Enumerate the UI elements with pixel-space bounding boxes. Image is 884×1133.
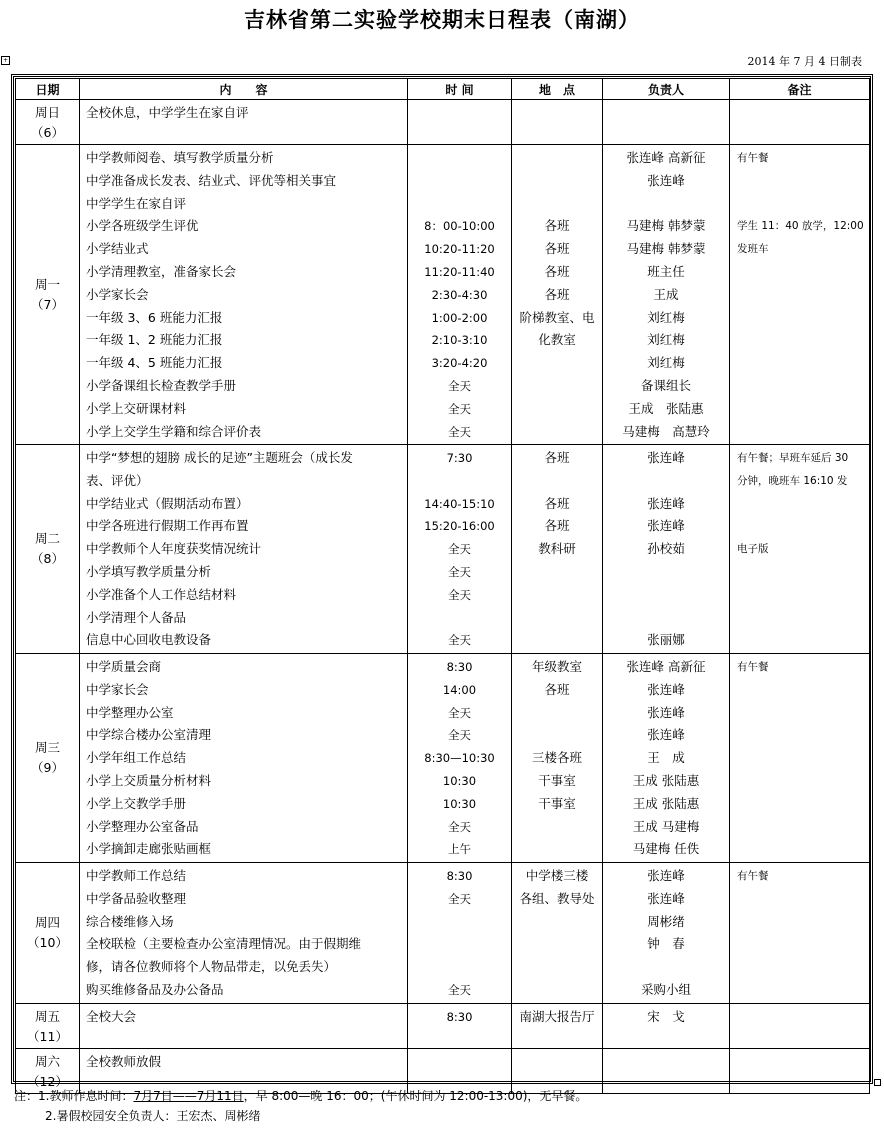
- footnote-1-suffix: ，早 8:00—晚 16：00；(午休时间为 12:00-13:00)，无早餐。: [243, 1089, 588, 1103]
- table-resize-handle[interactable]: [874, 1079, 881, 1086]
- time-cell: [408, 145, 512, 445]
- person-line: 马建梅 韩梦蒙: [626, 218, 706, 234]
- note-line: 有午餐: [737, 661, 769, 673]
- note-line: 有午餐: [737, 152, 769, 164]
- place-line: 三楼各班: [531, 750, 582, 766]
- time-line: 15:20-16:00: [424, 519, 495, 534]
- time-line: 8:30: [446, 660, 473, 674]
- note-line: 学生 11：40 放学，12:00: [737, 220, 864, 233]
- place-line: [512, 816, 602, 839]
- note-line: [730, 770, 869, 793]
- note-cell: [730, 1049, 870, 1094]
- content-line: 全校教师放假: [86, 1054, 162, 1069]
- person-cell: [603, 445, 730, 654]
- content-line: 中学教师工作总结: [86, 868, 187, 883]
- person-line: 孙校茹: [647, 541, 685, 557]
- person-line: [603, 1051, 729, 1074]
- person-line: 马建梅 高慧玲: [622, 423, 710, 439]
- note-line: [730, 911, 869, 934]
- content-line: 全校休息，中学学生在家自评: [86, 105, 249, 120]
- person-line: 王成 张陆惠: [632, 772, 700, 788]
- day-cell: [16, 863, 80, 1004]
- content-line: 小学上交质量分析材料: [86, 772, 212, 788]
- made-date: 2014 年 7 月 4 日制表: [747, 55, 862, 68]
- time-line: 全天: [448, 705, 471, 720]
- day-name: 周四: [34, 915, 60, 930]
- time-cell: [408, 445, 512, 654]
- content-line: 小学年组工作总结: [86, 750, 187, 766]
- content-line: 中学家长会: [86, 681, 149, 697]
- note-line: [730, 956, 869, 979]
- place-line: [512, 629, 602, 652]
- day-row: [16, 654, 870, 863]
- place-line: [512, 170, 602, 193]
- person-cell: [603, 145, 730, 445]
- note-cell: [730, 445, 870, 654]
- note-line: [730, 793, 869, 816]
- time-line: 8：00-10:00: [424, 219, 495, 234]
- note-cell: [730, 145, 870, 445]
- footnotes: [14, 1086, 587, 1126]
- footnote-1: [14, 1086, 587, 1106]
- table-anchor-icon[interactable]: +: [2, 57, 9, 64]
- time-line: 全天: [448, 378, 471, 393]
- day-date: （8）: [31, 551, 64, 566]
- person-line: 张连峰: [647, 727, 685, 743]
- time-line: 2:10-3:10: [431, 333, 488, 348]
- note-line: [730, 307, 869, 330]
- note-line: 电子版: [737, 543, 769, 556]
- note-line: [730, 1051, 869, 1074]
- content-line: 小学填写教学质量分析: [86, 563, 212, 579]
- note-line: [730, 398, 869, 421]
- time-line: 14:40-15:10: [424, 496, 495, 511]
- person-line: [603, 561, 729, 584]
- content-line: 中学质量会商: [86, 659, 162, 674]
- day-row: [16, 863, 870, 1004]
- schedule-table: [15, 78, 870, 1094]
- footnote-2: 2.暑假校园安全负责人：王宏杰、周彬绪: [45, 1109, 261, 1123]
- day-date: （7）: [31, 296, 64, 312]
- footnote-1-dates: 7月7日——7月11日: [133, 1089, 244, 1103]
- place-line: 干事室: [538, 795, 576, 811]
- place-line: [512, 421, 602, 444]
- note-cell: [730, 654, 870, 863]
- place-cell: [512, 145, 603, 445]
- note-line: [730, 493, 869, 516]
- note-cell: [730, 863, 870, 1004]
- person-line: 张连峰: [647, 450, 685, 465]
- note-line: [730, 607, 869, 630]
- note-line: [730, 747, 869, 770]
- content-line: 小学摘卸走廊张贴画框: [86, 841, 212, 857]
- header-row: [16, 79, 870, 100]
- person-line: 班主任: [647, 263, 685, 279]
- place-line: 各班: [544, 681, 570, 697]
- header-note: 备注: [730, 79, 870, 100]
- content-line: 中学结业式（假期活动布置）: [86, 495, 249, 511]
- content-cell: [80, 1004, 408, 1049]
- time-line: 上午: [448, 842, 471, 857]
- content-line: 综合楼维修入场: [86, 913, 174, 929]
- place-line: 各班: [544, 495, 570, 511]
- content-line: 小学备课组长检查教学手册: [86, 377, 237, 393]
- person-line: 张连峰: [647, 704, 685, 720]
- day-row: [16, 100, 870, 145]
- person-line: 王成: [653, 286, 679, 302]
- time-line: 全天: [448, 819, 471, 834]
- note-line: [730, 352, 869, 375]
- note-line: [730, 933, 869, 956]
- place-line: [512, 838, 602, 861]
- person-line: [603, 102, 729, 125]
- person-line: 王 成: [647, 750, 685, 766]
- note-line: [730, 724, 869, 747]
- content-line: 全校联检（主要检查办公室清理情况。由于假期维: [86, 936, 362, 952]
- person-line: 马建梅 任佚: [632, 841, 700, 857]
- place-line: 各班: [544, 518, 570, 534]
- note-line: 有午餐: [737, 870, 769, 882]
- place-line: 中学楼三楼: [525, 868, 589, 883]
- content-line: 信息中心回收电教设备: [86, 632, 212, 648]
- place-line: [512, 375, 602, 398]
- day-row: [16, 445, 870, 654]
- place-line: [512, 193, 602, 216]
- place-cell: [512, 1004, 603, 1049]
- day-date: （11）: [27, 1029, 68, 1044]
- day-row: [16, 1004, 870, 1049]
- content-line: 中学“梦想的翅膀 成长的足迹”主题班会（成长发: [86, 450, 353, 465]
- place-line: [512, 724, 602, 747]
- time-line: [408, 170, 511, 193]
- time-cell: [408, 863, 512, 1004]
- time-cell: [408, 1004, 512, 1049]
- time-line: 1:00-2:00: [431, 310, 488, 325]
- day-cell: [16, 654, 80, 863]
- person-line: 张连峰 高新征: [626, 659, 706, 674]
- time-line: [408, 956, 511, 979]
- place-line: [512, 102, 602, 125]
- note-line: [730, 838, 869, 861]
- place-cell: [512, 654, 603, 863]
- note-line: 发班车: [737, 243, 769, 256]
- time-line: 14:00: [442, 682, 477, 697]
- note-line: [730, 261, 869, 284]
- person-line: 马建梅 韩梦蒙: [626, 241, 706, 257]
- person-line: 张连峰 高新征: [626, 150, 706, 165]
- content-line: 修，请各位教师将个人物品带走，以免丢失）: [86, 959, 337, 975]
- content-line: 小学整理办公室备品: [86, 818, 199, 834]
- place-line: 化教室: [538, 332, 576, 348]
- person-line: 备课组长: [640, 377, 691, 393]
- person-line: 刘红梅: [647, 332, 685, 348]
- content-line: 表、评优）: [86, 472, 149, 488]
- note-line: [730, 584, 869, 607]
- note-line: [730, 979, 869, 1002]
- content-line: 小学上交教学手册: [86, 795, 187, 811]
- time-line: 10:30: [442, 796, 477, 811]
- place-line: 南湖大报告厅: [519, 1009, 595, 1024]
- person-line: 张连峰: [647, 681, 685, 697]
- day-cell: [16, 145, 80, 445]
- person-line: 张丽娜: [647, 632, 685, 648]
- content-line: 中学综合楼办公室清理: [86, 727, 212, 743]
- note-line: [730, 816, 869, 839]
- content-cell: [80, 654, 408, 863]
- note-line: [730, 679, 869, 702]
- place-cell: [512, 445, 603, 654]
- content-line: 小学清理教室，准备家长会: [86, 263, 237, 279]
- place-line: 各班: [544, 286, 570, 302]
- header-date: 日期: [16, 79, 80, 100]
- place-line: 各班: [544, 450, 570, 465]
- time-line: 7:30: [446, 451, 473, 465]
- person-line: 刘红梅: [647, 309, 685, 325]
- person-cell: [603, 863, 730, 1004]
- place-line: [512, 979, 602, 1002]
- place-cell: [512, 100, 603, 145]
- time-line: [408, 607, 511, 630]
- note-line: 分钟，晚班车 16:10 发: [737, 474, 848, 487]
- place-line: 干事室: [538, 772, 576, 788]
- note-line: [730, 284, 869, 307]
- content-line: 小学结业式: [86, 241, 149, 257]
- place-line: [512, 1051, 602, 1074]
- content-line: 购买维修备品及办公备品: [86, 981, 224, 997]
- time-line: 全天: [448, 401, 471, 416]
- content-cell: [80, 445, 408, 654]
- place-line: [512, 702, 602, 725]
- note-line: [730, 561, 869, 584]
- person-line: 张连峰: [647, 172, 685, 188]
- person-line: 张连峰: [647, 495, 685, 511]
- day-date: （6）: [31, 125, 64, 140]
- time-line: [408, 470, 511, 493]
- note-line: [730, 193, 869, 216]
- time-line: 全天: [448, 633, 471, 648]
- person-line: 周彬绪: [647, 913, 685, 929]
- header-time: 时 间: [408, 79, 512, 100]
- content-line: 一年级 4、5 班能力汇报: [86, 355, 223, 371]
- time-line: 全天: [448, 424, 471, 439]
- place-line: [512, 561, 602, 584]
- day-name: 周二: [34, 531, 60, 546]
- note-line: [730, 329, 869, 352]
- place-line: 各班: [544, 218, 570, 234]
- person-line: [603, 607, 729, 630]
- person-line: 刘红梅: [647, 355, 685, 371]
- note-line: [730, 102, 869, 125]
- person-line: 张连峰: [647, 868, 685, 883]
- time-line: [408, 1051, 511, 1074]
- day-name: 周一: [34, 276, 60, 292]
- time-line: 8:30—10:30: [424, 751, 495, 766]
- header-person: 负责人: [603, 79, 730, 100]
- time-line: 8:30: [446, 869, 473, 883]
- place-line: [512, 956, 602, 979]
- time-cell: [408, 654, 512, 863]
- content-cell: [80, 100, 408, 145]
- time-line: 全天: [448, 542, 471, 557]
- place-line: [512, 398, 602, 421]
- note-line: [730, 888, 869, 911]
- place-line: [512, 933, 602, 956]
- content-cell: [80, 863, 408, 1004]
- content-line: 中学教师阅卷、填写教学质量分析: [86, 150, 274, 165]
- time-line: 全天: [448, 891, 471, 906]
- note-line: 有午餐；早班车延后 30: [737, 452, 849, 464]
- header-content: 内 容: [80, 79, 408, 100]
- person-line: 采购小组: [640, 981, 691, 997]
- day-name: 周日: [34, 105, 60, 120]
- note-cell: [730, 100, 870, 145]
- content-line: 中学教师个人年度获奖情况统计: [86, 541, 262, 557]
- person-line: [603, 956, 729, 979]
- content-line: 小学清理个人备品: [86, 609, 187, 625]
- person-line: 钟 春: [647, 936, 685, 952]
- time-line: [408, 193, 511, 216]
- place-line: [512, 352, 602, 375]
- content-line: 中学准备成长发表、结业式、评优等相关事宜: [86, 172, 337, 188]
- time-line: [408, 911, 511, 934]
- place-line: [512, 147, 602, 170]
- day-cell: [16, 445, 80, 654]
- place-line: 各班: [544, 263, 570, 279]
- day-date: （12）: [27, 1074, 68, 1089]
- place-line: 教科研: [538, 541, 576, 557]
- day-row: [16, 145, 870, 445]
- note-line: [730, 629, 869, 652]
- content-line: 小学上交学生学籍和综合评价表: [86, 423, 262, 439]
- person-cell: [603, 100, 730, 145]
- time-line: 2:30-4:30: [431, 287, 488, 302]
- note-line: [730, 1006, 869, 1029]
- page-title: 吉林省第二实验学校期末日程表（南湖）: [244, 8, 640, 32]
- time-line: 10:30: [442, 773, 477, 788]
- place-line: 阶梯教室、电: [519, 309, 595, 325]
- time-line: 全天: [448, 982, 471, 997]
- footnote-1-prefix: 注：1.教师作息时间：: [14, 1089, 134, 1103]
- note-line: [730, 421, 869, 444]
- place-line: 各班: [544, 241, 570, 257]
- person-cell: [603, 654, 730, 863]
- note-line: [730, 515, 869, 538]
- day-name: 周五: [34, 1009, 60, 1024]
- person-line: 张连峰: [647, 518, 685, 534]
- day-cell: [16, 1004, 80, 1049]
- place-line: 各组、教导处: [519, 890, 595, 906]
- content-line: 全校大会: [86, 1009, 137, 1024]
- note-line: [730, 702, 869, 725]
- time-line: [408, 933, 511, 956]
- place-line: [512, 584, 602, 607]
- content-line: 小学各班级学生评优: [86, 218, 199, 234]
- time-line: 11:20-11:40: [424, 264, 495, 279]
- content-line: 小学准备个人工作总结材料: [86, 586, 237, 602]
- time-cell: [408, 100, 512, 145]
- person-line: 王成 张陆惠: [632, 795, 700, 811]
- person-line: 张连峰: [647, 890, 685, 906]
- place-line: 年级教室: [531, 659, 582, 674]
- person-line: 王成 张陆惠: [628, 400, 704, 416]
- time-line: 10:20-11:20: [424, 242, 495, 257]
- note-cell: [730, 1004, 870, 1049]
- content-line: 一年级 3、6 班能力汇报: [86, 309, 223, 325]
- content-line: 一年级 1、2 班能力汇报: [86, 332, 223, 348]
- content-line: 小学上交研课材料: [86, 400, 187, 416]
- place-line: [512, 911, 602, 934]
- content-cell: [80, 145, 408, 445]
- time-line: 全天: [448, 564, 471, 579]
- time-line: 全天: [448, 587, 471, 602]
- person-cell: [603, 1049, 730, 1094]
- person-line: 宋 戈: [647, 1009, 685, 1024]
- person-line: [603, 470, 729, 493]
- person-line: [603, 584, 729, 607]
- time-line: 3:20-4:20: [431, 356, 488, 371]
- day-date: （10）: [27, 935, 68, 950]
- time-line: 全天: [448, 728, 471, 743]
- person-cell: [603, 1004, 730, 1049]
- place-line: [512, 607, 602, 630]
- person-line: 王成 马建梅: [632, 818, 700, 834]
- content-line: 中学备品验收整理: [86, 890, 187, 906]
- header-place: 地 点: [512, 79, 603, 100]
- day-cell: [16, 100, 80, 145]
- time-line: [408, 102, 511, 125]
- day-date: （9）: [31, 760, 64, 775]
- place-line: [512, 470, 602, 493]
- note-line: [730, 375, 869, 398]
- day-name: 周三: [34, 740, 60, 755]
- day-name: 周六: [34, 1054, 60, 1069]
- place-cell: [512, 863, 603, 1004]
- content-line: 中学学生在家自评: [86, 195, 187, 211]
- content-line: 小学家长会: [86, 286, 149, 302]
- note-line: [730, 170, 869, 193]
- content-line: 中学各班进行假期工作再布置: [86, 518, 249, 534]
- time-line: [408, 147, 511, 170]
- content-line: 中学整理办公室: [86, 704, 174, 720]
- time-line: 8:30: [446, 1010, 473, 1024]
- person-line: [603, 193, 729, 216]
